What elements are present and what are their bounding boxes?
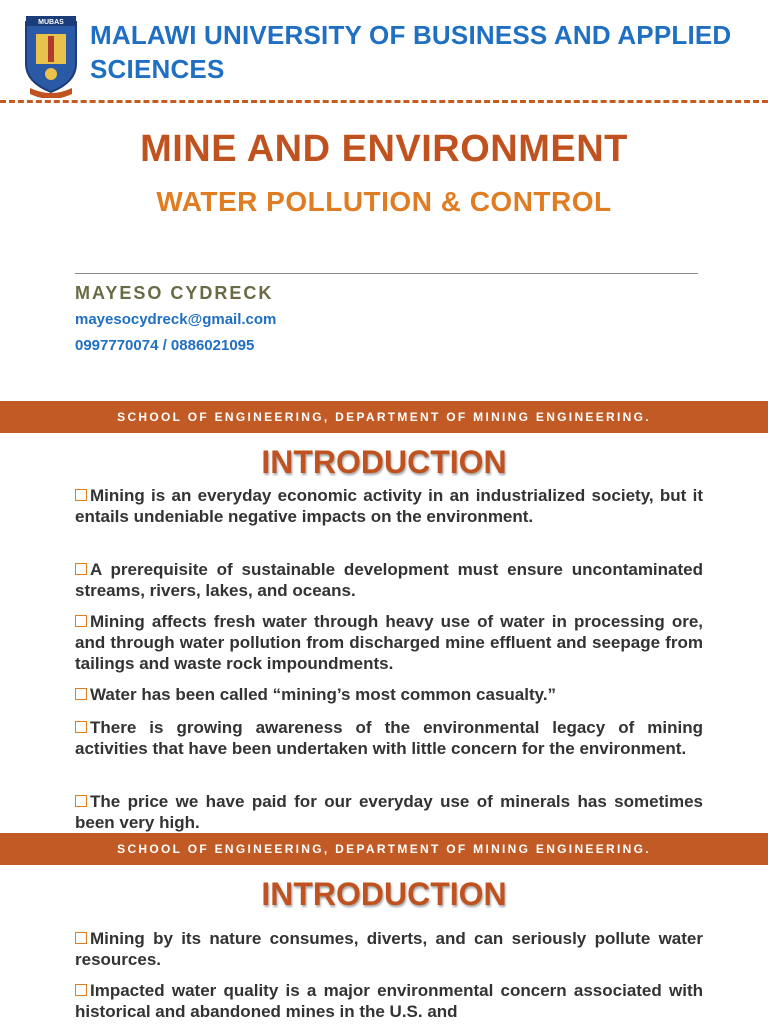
bullet-text: A prerequisite of sustainable development must ensure uncontaminated streams, rivers, lakes, and oceans. [75,560,703,600]
author-name: MAYESO CYDRECK [75,283,274,303]
bullet-text: Impacted water quality is a major environmental concern associated with historical and abandoned mines in the U.S. and [75,981,703,1021]
slide2-heading: INTRODUCTION [261,444,507,480]
list-item [75,928,703,970]
bullet-text: Water has been called “mining’s most common casualty.” [90,685,557,704]
bullet-text: Mining is an everyday economic activity in an industrialized society, but it entails undeniable negative impacts on the environment. [75,486,703,526]
bullet-text: There is growing awareness of the environmental legacy of mining activities that have been undertaken with little concern for the environment. [75,718,703,758]
author-divider [75,273,698,274]
author-phone: 0997770074 / 0886021095 [75,337,255,354]
bullet-text: Mining affects fresh water through heavy use of water in processing ore, and through water pollution from discharged mine effluent and seepage from tailings and waste rock impoundments. [75,612,703,673]
checkbox-bullet-icon [75,688,87,700]
presentation-subtitle: WATER POLLUTION & CONTROL [156,186,612,217]
header-divider [0,100,768,103]
bullet-text: The price we have paid for our everyday use of minerals has sometimes been very high. [75,792,703,832]
list-item [75,791,703,833]
bullet-text: Mining by its nature consumes, diverts, and can seriously pollute water resources. [75,929,703,969]
list-item [75,559,703,601]
university-logo [22,14,80,98]
list-item [75,717,703,759]
checkbox-bullet-icon [75,795,87,807]
list-item [75,684,703,705]
list-item [75,980,703,1022]
checkbox-bullet-icon [75,932,87,944]
list-item [75,611,703,674]
university-name-line2: SCIENCES [90,54,225,84]
slide3-heading: INTRODUCTION [261,876,507,912]
presentation-title: MINE AND ENVIRONMENT [140,128,628,170]
author-email[interactable]: mayesocydreck@gmail.com [75,311,277,328]
checkbox-bullet-icon [75,615,87,627]
school-footer-band: SCHOOL OF ENGINEERING, DEPARTMENT OF MINING ENGINEERING. [0,401,768,433]
school-footer-band: SCHOOL OF ENGINEERING, DEPARTMENT OF MINING ENGINEERING. [0,833,768,865]
checkbox-bullet-icon [75,563,87,575]
checkbox-bullet-icon [75,489,87,501]
svg-text:MUBAS: MUBAS [38,19,64,26]
university-name [90,18,750,86]
university-name-line1: MALAWI UNIVERSITY OF BUSINESS AND APPLIED [90,20,732,50]
checkbox-bullet-icon [75,984,87,996]
checkbox-bullet-icon [75,721,87,733]
list-item [75,485,703,527]
